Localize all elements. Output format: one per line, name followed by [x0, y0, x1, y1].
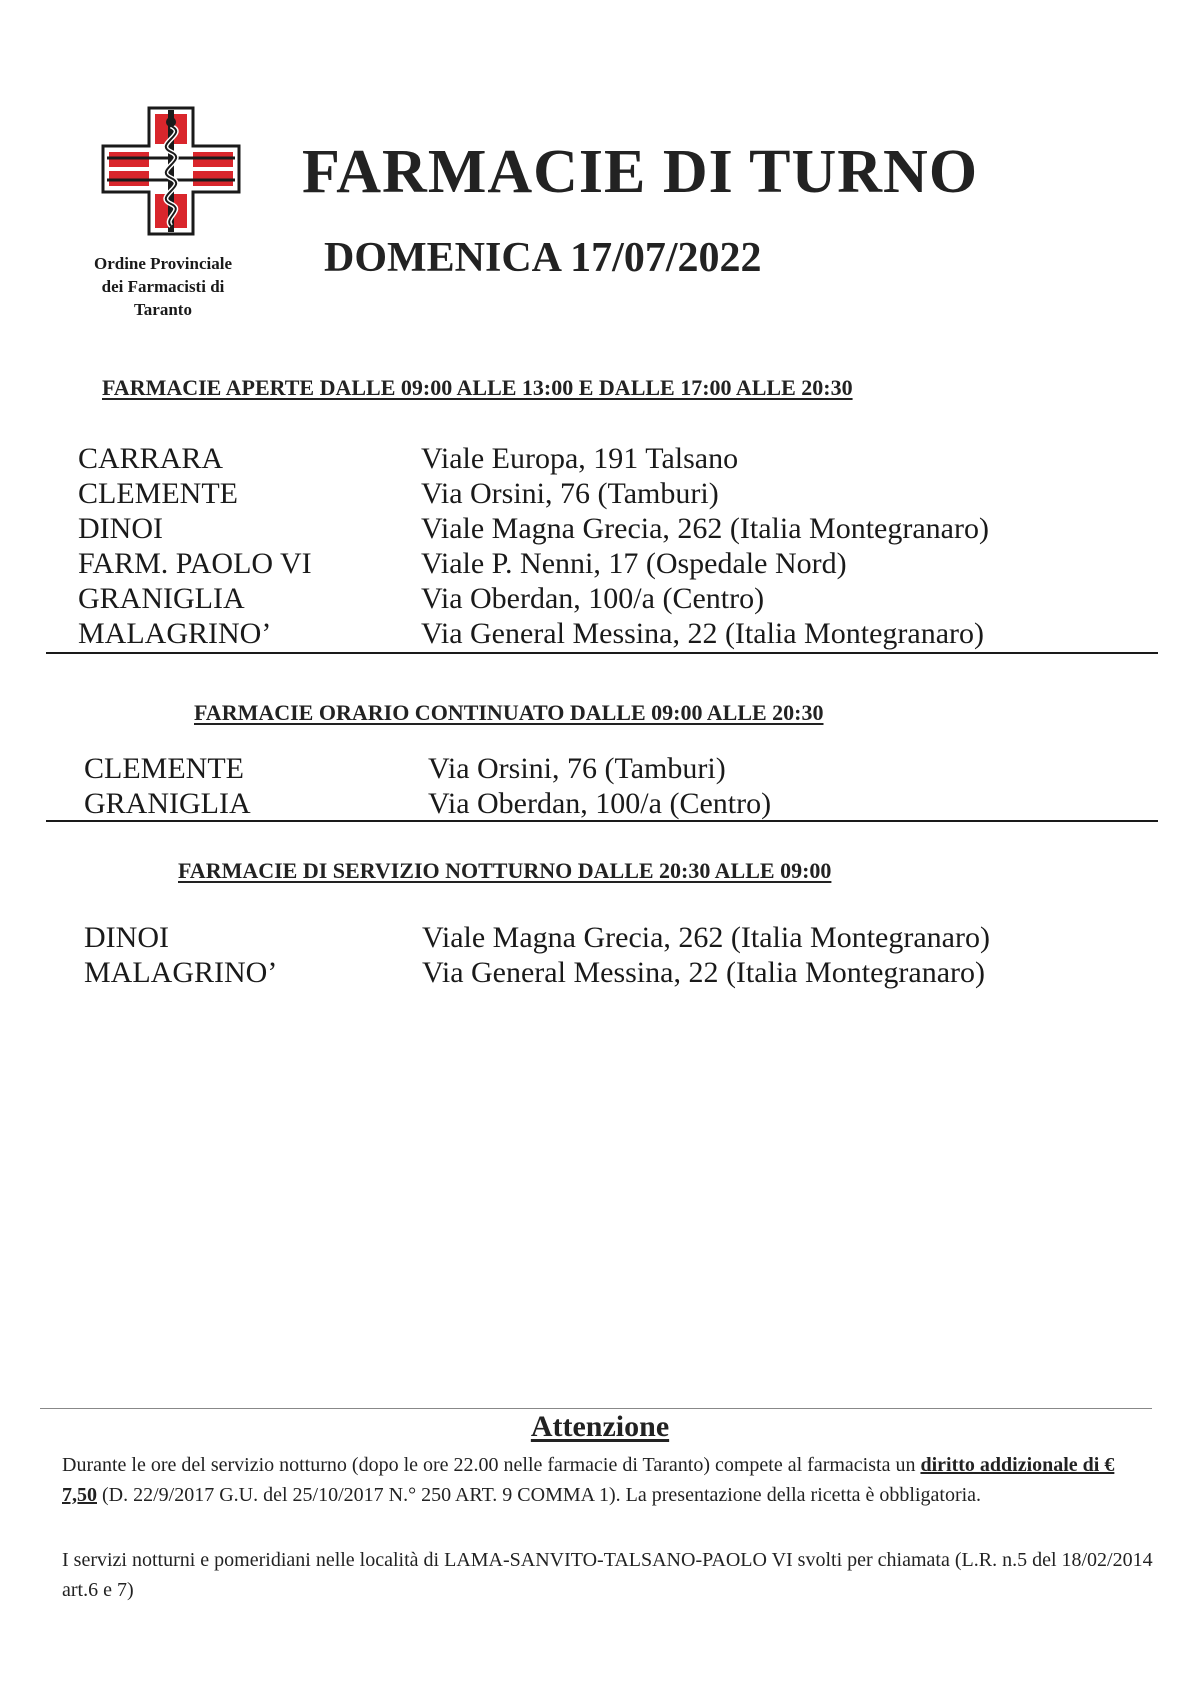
- section-divider: [46, 820, 1158, 822]
- list-item: [78, 511, 1158, 546]
- list-item: [84, 786, 1164, 821]
- pharmacy-address: Via General Messina, 22 (Italia Montegranaro): [422, 956, 985, 989]
- pharmacy-name: DINOI: [84, 921, 169, 954]
- attention-paragraph-night-services: I servizi notturni e pomeridiani nelle località di LAMA-SANVITO-TALSANO-PAOLO VI svolti per chiamata (L.R. n.5 del 18/02/2014 art.6 e 7): [62, 1549, 1153, 1601]
- org-line: dei Farmacisti di: [101, 277, 225, 296]
- pharmacy-name: MALAGRINO’: [84, 956, 278, 989]
- pharmacy-name: CLEMENTE: [84, 752, 244, 785]
- list-item: [78, 546, 1158, 581]
- pharmacy-address: Via Orsini, 76 (Tamburi): [421, 477, 719, 510]
- list-item: [84, 955, 1164, 990]
- list-item: [78, 616, 1158, 651]
- pharmacy-address: Via Oberdan, 100/a (Centro): [428, 787, 772, 820]
- pharmacy-name: GRANIGLIA: [78, 582, 245, 615]
- pharmacy-address: Via General Messina, 22 (Italia Montegranaro): [421, 617, 984, 650]
- org-line: Ordine Provinciale: [93, 254, 233, 273]
- section-heading-open-hours: FARMACIE APERTE DALLE 09:00 ALLE 13:00 E DALLE 17:00 ALLE 20:30: [102, 375, 853, 400]
- pharmacy-name: CLEMENTE: [78, 477, 238, 510]
- list-item: [78, 476, 1158, 511]
- pharmacy-address: Via Oberdan, 100/a (Centro): [421, 582, 765, 615]
- pharmacy-address: Viale Magna Grecia, 262 (Italia Montegranaro): [422, 921, 990, 954]
- attention-fee-highlight: diritto addizionale di € 7,50: [62, 1454, 1115, 1506]
- list-item: [84, 920, 1164, 955]
- section-heading-continuous-hours: FARMACIE ORARIO CONTINUATO DALLE 09:00 ALLE 20:30: [194, 700, 824, 725]
- pharmacy-name: CARRARA: [78, 442, 224, 475]
- page-title: FARMACIE DI TURNO: [302, 138, 979, 206]
- list-item: [78, 441, 1158, 476]
- section-continuous-hours-list: [84, 751, 1164, 821]
- pharmacy-address: Via Orsini, 76 (Tamburi): [428, 752, 726, 785]
- pharmacy-address: Viale P. Nenni, 17 (Ospedale Nord): [421, 547, 847, 580]
- attention-title: Attenzione: [530, 1410, 670, 1443]
- pharmacy-name: GRANIGLIA: [84, 787, 251, 820]
- list-item: [78, 581, 1158, 616]
- attention-paragraph-fee: [62, 1450, 1154, 1510]
- page-date: DOMENICA 17/07/2022: [324, 235, 762, 281]
- section-divider: [46, 652, 1158, 654]
- organization-name: [52, 252, 274, 321]
- attention-divider: [40, 1408, 1152, 1409]
- attention-fee-reference: (D. 22/9/2017 G.U. del 25/10/2017 N.° 250 ART. 9 COMMA 1). La presentazione della ricetta è obbligatoria.: [102, 1484, 982, 1506]
- section-heading-night-service: FARMACIE DI SERVIZIO NOTTURNO DALLE 20:30 ALLE 09:00: [178, 858, 832, 883]
- caduceus-cross-icon: [101, 106, 241, 236]
- pharmacy-cross-logo: [101, 106, 241, 236]
- section-open-hours-list: [78, 441, 1158, 651]
- attention-fee-text: Durante le ore del servizio notturno (dopo le ore 22.00 nelle farmacie di Taranto) compete al farmacista un: [62, 1454, 916, 1476]
- pharmacy-name: DINOI: [78, 512, 163, 545]
- pharmacy-address: Viale Europa, 191 Talsano: [421, 442, 739, 475]
- pharmacy-name: MALAGRINO’: [78, 617, 272, 650]
- pharmacy-name: FARM. PAOLO VI: [78, 547, 312, 580]
- list-item: [84, 751, 1164, 786]
- pharmacy-address: Viale Magna Grecia, 262 (Italia Montegranaro): [421, 512, 989, 545]
- org-line: Taranto: [134, 300, 192, 319]
- section-night-service-list: [84, 920, 1164, 990]
